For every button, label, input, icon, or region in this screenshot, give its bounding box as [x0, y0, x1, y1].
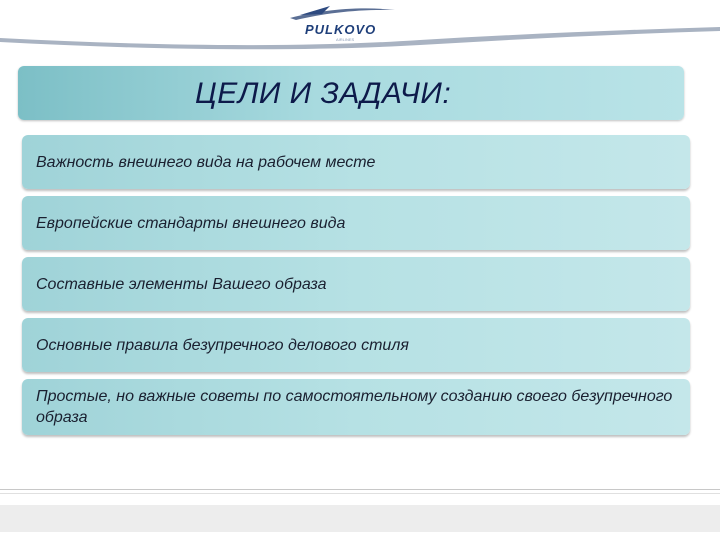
slide-title: ЦЕЛИ И ЗАДАЧИ: [195, 77, 452, 110]
list-item-text: Основные правила безупречного делового стиля [36, 336, 409, 354]
footer-band [0, 505, 720, 532]
list-item [22, 318, 690, 372]
list-item-text: Составные элементы Вашего образа [36, 275, 327, 293]
list-item [22, 257, 690, 311]
logo-subtext: AIRLINES [336, 37, 355, 42]
header-logo-area [0, 0, 720, 60]
list-item-text: Важность внешнего вида на рабочем месте [36, 153, 376, 171]
list-item-text: Простые, но важные советы по самостоятельному созданию своего безупречного образа [36, 388, 673, 426]
list-item-text: Европейские стандарты внешнего вида [36, 214, 346, 232]
pulkovo-logo: PULKOVO [305, 22, 377, 37]
list-item [22, 135, 690, 189]
footer-divider-secondary [0, 493, 720, 494]
list-item [22, 379, 690, 435]
list-item [22, 196, 690, 250]
footer-divider [0, 489, 720, 490]
